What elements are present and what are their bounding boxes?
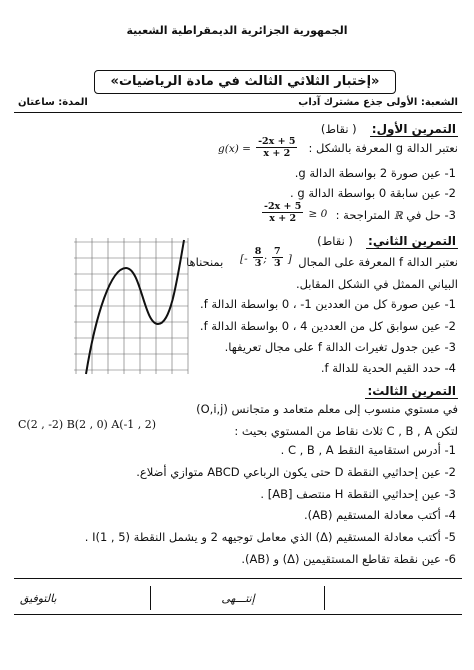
interval-open: [- xyxy=(240,253,248,265)
ex3-q1: 1- أدرس استقامية النقط C , B , A . xyxy=(280,443,456,457)
g-fraction xyxy=(256,136,297,159)
ex1-heading-row xyxy=(321,118,458,137)
ex2-heading-row xyxy=(317,230,458,249)
interval-low xyxy=(253,246,264,269)
ex3-heading: التمرين الثالث: xyxy=(367,384,456,398)
header-divider xyxy=(14,112,462,113)
exam-title: «إختبار الثلاثي الثالث في مادة الرياضيات» xyxy=(94,70,396,94)
interval-close: ] xyxy=(287,253,292,265)
ineq-fraction xyxy=(262,201,303,224)
ex2-heading: التمرين الثاني: xyxy=(368,234,456,248)
interval-low-num: 8 xyxy=(254,246,262,257)
ex2-interval: [- $\frac{8}{3}$ ; $\frac{7}{3}$ ] xyxy=(240,246,292,269)
duration-label: المدة: ساعتان xyxy=(18,97,88,108)
g-lhs: g(x) = xyxy=(218,143,251,155)
ex3-q3: 3- عين إحداثيي النقطة H منتصف [AB] . xyxy=(260,487,456,501)
g-denominator: x + 2 xyxy=(263,148,291,159)
ex2-intro-b: بمنحناها xyxy=(186,255,224,269)
interval-low-den: 3 xyxy=(254,258,262,269)
ex2-q2: 2- عين سوابق كل من العددين 4 ، 0 بواسطة الدالة f. xyxy=(199,319,456,333)
ex1-q1: 1- عين صورة 2 بواسطة الدالة g. xyxy=(294,166,456,180)
footer-row xyxy=(0,586,474,614)
ex1-q3 xyxy=(336,208,456,222)
ex3-q4: 4- أكتب معادلة المستقيم (AB). xyxy=(304,508,456,522)
ex3-q6: 6- عين نقطة تقاطع المستقيمين (Δ) و (AB). xyxy=(241,552,456,566)
footer-good-luck: بالتوفيق xyxy=(20,592,57,605)
function-graph xyxy=(66,228,196,378)
ex3-points-label: لتكن C , B , A ثلاث نقاط من المستوي بحيث : xyxy=(234,424,458,438)
interval-high-den: 3 xyxy=(274,258,281,269)
ex3-points-coordinates: C(2 , -2) B(2 , 0) A(-1 , 2) xyxy=(18,418,157,431)
ineq-numerator: -2x + 5 xyxy=(264,201,302,212)
real-set-symbol: ℝ xyxy=(393,210,403,222)
interval-high xyxy=(272,246,283,269)
footer-divider-left xyxy=(150,586,151,610)
ex3-intro: في مستوي منسوب إلى معلم متعامد و متجانس (O,i,j) xyxy=(196,402,458,416)
ex1-heading: التمرين الأول: xyxy=(371,122,456,136)
ex1-q3-a: 3- حل في xyxy=(406,208,456,222)
footer-end: إنتـــهى xyxy=(221,592,255,605)
ex2-q1: 1- عين صورة كل من العددين 1- ، 0 بواسطة الدالة f. xyxy=(200,297,456,311)
footer-divider-right xyxy=(324,586,325,610)
ex1-intro: نعتبر الدالة g المعرفة بالشكل : xyxy=(308,141,458,155)
footer-divider xyxy=(14,578,462,579)
ineq-relation: ≥ 0 xyxy=(308,208,328,220)
interval-high-num: 7 xyxy=(274,246,281,257)
ex3-q5: 5- أكتب معادلة المستقيم (Δ) الذي معامل توجيهه 2 و يشمل النقطة I(1 , 5) . xyxy=(84,530,456,544)
footer-bottom-line xyxy=(14,614,462,615)
ex2-points: ( نقاط) xyxy=(317,234,353,248)
g-numerator: -2x + 5 xyxy=(258,136,296,147)
ex1-q3-b: المتراجحة : xyxy=(335,208,391,222)
ex2-q3: 3- عين جدول تغيرات الدالة f على مجال تعريفها. xyxy=(224,340,456,354)
g-formula xyxy=(218,136,297,159)
ex1-points: ( نقاط) xyxy=(320,122,357,136)
ex1-q2: 2- عين سابقة 0 بواسطة الدالة g . xyxy=(290,186,456,200)
ex2-intro-c: البياني الممثل في الشكل المقابل. xyxy=(295,277,458,291)
ex2-intro-a: نعتبر الدالة f المعرفة على المجال xyxy=(298,255,458,269)
ex3-heading-row xyxy=(365,380,458,399)
branch-label: الشعبة: الأولى جذع مشترك آداب xyxy=(298,97,458,108)
inequality-formula xyxy=(262,201,327,224)
ex2-q4: 4- حدد القيم الحدية للدالة f. xyxy=(320,361,456,375)
republic-header: الجمهورية الجزائرية الديمقراطية الشعبية xyxy=(126,24,348,37)
ineq-denominator: x + 2 xyxy=(269,213,297,224)
ex3-q2: 2- عين إحداثيي النقطة D حتى يكون الرباعي ABCD متوازي أضلاع. xyxy=(136,465,456,479)
